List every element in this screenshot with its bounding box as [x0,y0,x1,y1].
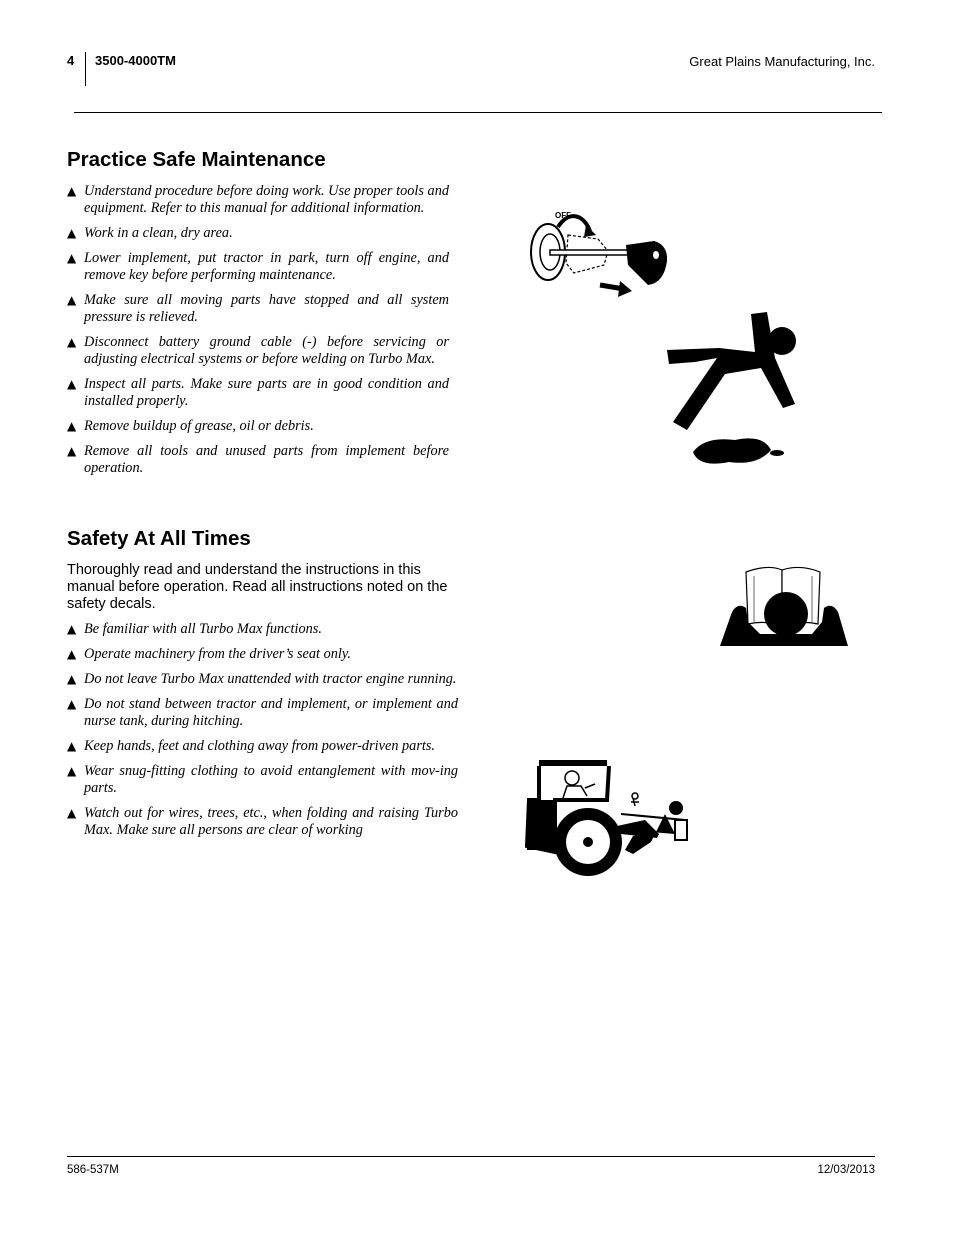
list-item: ▲ Work in a clean, dry area. [67,225,449,242]
list-item: ▲ Do not leave Turbo Max unattended with tractor engine running. [67,671,458,688]
section-title: Safety At All Times [67,527,251,550]
key-off-label: OFF [555,211,571,220]
section-safety-at-all-times [67,527,458,847]
list-item: ▲ Watch out for wires, trees, etc., when folding and raising Turbo Max. Make sure all persons are clear of working [67,805,458,839]
footer-rule [67,1156,875,1157]
list-item: ▲ Make sure all moving parts have stopped and all system pressure is relieved. [67,292,449,326]
model-number: 3500-4000TM [95,53,176,68]
tractor-hitching-icon [525,758,690,888]
list-item: ▲ Keep hands, feet and clothing away from power-driven parts. [67,738,458,755]
section-title: Practice Safe Maintenance [67,148,326,171]
read-manual-icon [718,562,850,655]
list-item: ▲ Do not stand between tractor and implement, or implement and nurse tank, during hitching. [67,696,458,730]
document-number: 586-537M [67,1164,119,1176]
list-item: ▲ Disconnect battery ground cable (-) before servicing or adjusting electrical systems or before welding on Turbo Max. [67,334,449,368]
key-off-icon [528,205,673,305]
list-item: ▲ Remove buildup of grease, oil or debris. [67,418,449,435]
list-item: ▲ Wear snug-fitting clothing to avoid entanglement with mov-ing parts. [67,763,458,797]
list-item: ▲ Inspect all parts. Make sure parts are in good condition and installed properly. [67,376,449,410]
section-intro: Thoroughly read and understand the instructions in this manual before operation. Read all instructions noted on the safety decals. [67,562,448,612]
slip-fall-icon [665,308,800,473]
list-item: ▲ Understand procedure before doing work. Use proper tools and equipment. Refer to this manual for additional information. [67,183,449,217]
page-number: 4 [67,53,75,68]
header-divider [85,52,86,86]
list-item: ▲ Lower implement, put tractor in park, turn off engine, and remove key before performing maintenance. [67,250,449,284]
safety-bullet-list [67,621,458,839]
list-item: ▲ Remove all tools and unused parts from implement before operation. [67,443,449,477]
publication-date: 12/03/2013 [817,1164,875,1176]
list-item: ▲ Be familiar with all Turbo Max functions. [67,621,458,638]
section-practice-safe-maintenance [67,148,449,485]
company-name: Great Plains Manufacturing, Inc. [689,54,875,69]
header-rule [74,112,882,113]
maintenance-bullet-list [67,183,449,477]
list-item: ▲ Operate machinery from the driver’s seat only. [67,646,458,663]
